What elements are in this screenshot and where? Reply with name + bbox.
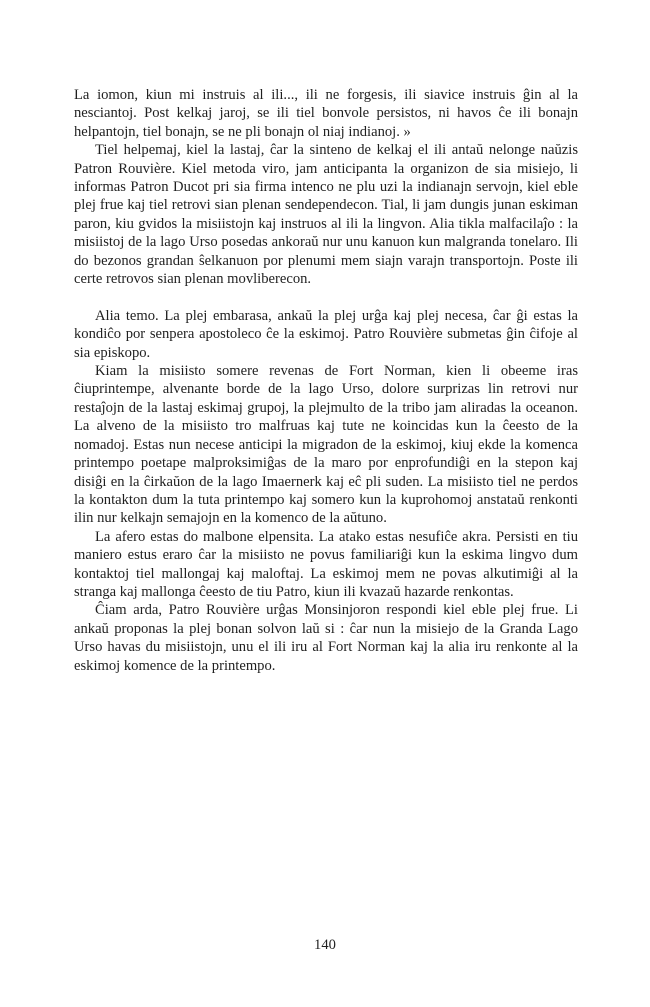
section-break (74, 288, 578, 306)
paragraph: Ĉiam arda, Patro Rouvière urĝas Monsinjoron respondi kiel eble plej frue. Li ankaŭ proponas la plej bonan solvon laŭ si : ĉar nun la misiejo de la Granda Lago Urso havas du misiistojn, unu el ili iru al Fort Norman kaj la alia iru renkonte al la eskimoj komence de la printempo. (74, 602, 578, 674)
paragraph: La afero estas do malbone elpensita. La atako estas nesufiĉe akra. Persisti en tiu maniero estus eraro ĉar la misiisto ne povus familiariĝi kun la eskima lingvo dum kontaktoj tiel mallongaj kaj maloftaj. La eskimoj mem ne povas alkutimiĝi al la stranga kaj mallonga ĉeesto de tiu Patro, kiun ili kvazaŭ hazarde renkontas. (74, 528, 578, 600)
paragraph-continuation: La iomon, kiun mi instruis al ili..., ili ne forgesis, ili siavice instruis ĝin al la nesciantoj. Post kelkaj jaroj, se ili tiel bonvole persistos, ni havos ĉe ili bonajn helpantojn, tiel bonajn, se ne pli bonajn ol niaj indianoj. » (74, 87, 578, 140)
page-number: 140 (314, 937, 336, 953)
page-body (74, 86, 578, 675)
paragraph: Tiel helpemaj, kiel la lastaj, ĉar la sinteno de kelkaj el ili antaŭ nelonge naŭzis Patron Rouvière. Kiel metoda viro, jam anticipanta la organizon de sia misiejo, li informas Patron Ducot pri sia firma intenco ne plu uzi la indianajn servojn, kiel eble plej frue kaj tiel retrovi sian plenan sendependecon. Tial, li jam dungis junan eskiman paron, kiu gvidos la misiistojn kaj instruos al ili la lingvon. Alia tikla malfacilaĵo : la misiistoj de la lago Urso posedas ankoraŭ nur unu kanuon kun malgranda tonelaro. Ili do bezonos grandan ŝelkanuon por plenumi mem siajn varajn transportojn. Poste ili certe retrovos sian plenan movliberecon. (74, 142, 578, 288)
paragraph: Alia temo. La plej embarasa, ankaŭ la plej urĝa kaj plej necesa, ĉar ĝi estas la kondiĉo por senpera apostoleco ĉe la eskimoj. Patro Rouvière submetas ĝin ĉifoje al sia episkopo. (74, 307, 578, 361)
paragraph: Kiam la misiisto somere revenas de Fort Norman, kien li obeeme iras ĉiuprintempe, alvenante borde de la lago Urso, dolore surprizas lin retrovi nur restaĵojn de la lastaj eskimaj grupoj, la plejmulto de la tribo jam aliradas la oceanon. La alveno de la misiisto tro malfruas kaj tute ne koincidas kun la ĉeesto de la nomadoj. Estas nun necese anticipi la migradon de la eskimoj, kiuj ekde la komenca printempo poetape malproksimiĝas de la maro por enprofundiĝi en la stepon kaj disiĝi en la ĉirkaŭon de la lago Imaernerk kaj eĉ pli suden. La misiisto tiel ne perdos la kontakton dum la tuta printempo kaj somero kun la kuprohomoj anstataŭ renkonti ilin nur kelkajn semajojn en la komenco de la aŭtuno. (74, 363, 578, 527)
